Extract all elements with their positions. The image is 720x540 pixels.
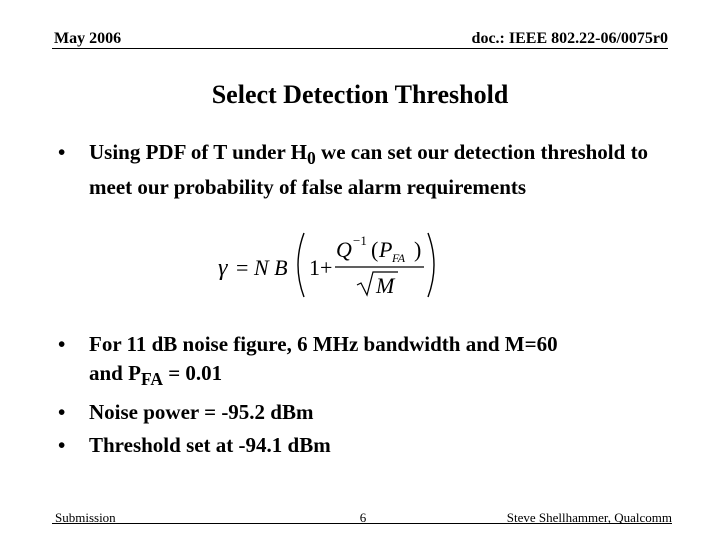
formula-num-open-paren: ( — [371, 237, 379, 262]
formula-one-plus: 1+ — [309, 255, 333, 280]
bullet-item — [58, 398, 678, 427]
bullet-item — [58, 330, 678, 394]
header-rule — [52, 48, 668, 49]
bullet-text-part: For 11 dB noise figure, 6 MHz bandwidth and M=60 — [89, 332, 558, 356]
bullet-icon: • — [58, 332, 66, 356]
bullet-text — [89, 140, 648, 199]
footer-submission: Submission — [55, 510, 116, 525]
header-doc-id: doc.: IEEE 802.22-06/0075r0 — [471, 30, 668, 47]
bullet-icon: • — [58, 433, 66, 458]
bullet-text-part: Using PDF of T under H — [89, 140, 308, 164]
formula-p-subscript: FA — [392, 251, 406, 265]
formula-nb: N B — [254, 255, 288, 280]
bullet-text-part: and P — [89, 361, 141, 385]
formula-equals: = — [236, 255, 249, 280]
bullet-subscript: FA — [140, 369, 163, 390]
formula-p: P — [379, 237, 393, 262]
footer-page-number: 6 — [359, 510, 367, 525]
bullet-icon: • — [58, 140, 66, 164]
footer-rule — [52, 523, 672, 524]
formula-left-paren — [298, 233, 304, 297]
formula-q-superscript: −1 — [353, 233, 367, 248]
slide-title: Select Detection Threshold — [211, 80, 509, 109]
bullet-item — [58, 431, 678, 460]
formula-m: M — [376, 273, 395, 298]
threshold-formula — [216, 225, 446, 305]
bullet-item — [58, 138, 678, 202]
bullet-subscript: 0 — [307, 148, 316, 169]
bullet-list-bottom — [58, 330, 678, 464]
footer-author: Steve Shellhammer, Qualcomm — [506, 510, 672, 525]
bullet-text — [89, 332, 558, 390]
formula-gamma: γ — [218, 255, 228, 281]
bullet-icon: • — [58, 400, 66, 425]
header-date: May 2006 — [54, 30, 122, 47]
bullet-text-part: = 0.01 — [162, 361, 223, 385]
bullet-text: Noise power = -95.2 dBm — [89, 400, 314, 425]
formula-q: Q — [336, 237, 352, 262]
bullet-list-top — [58, 138, 678, 202]
formula-num-close-paren: ) — [414, 237, 422, 262]
bullet-text: Threshold set at -94.1 dBm — [89, 433, 331, 458]
formula-right-paren — [428, 233, 434, 297]
bullet-text-part: we can set our detection threshold to meet our probability of false alarm requirements — [89, 140, 649, 200]
